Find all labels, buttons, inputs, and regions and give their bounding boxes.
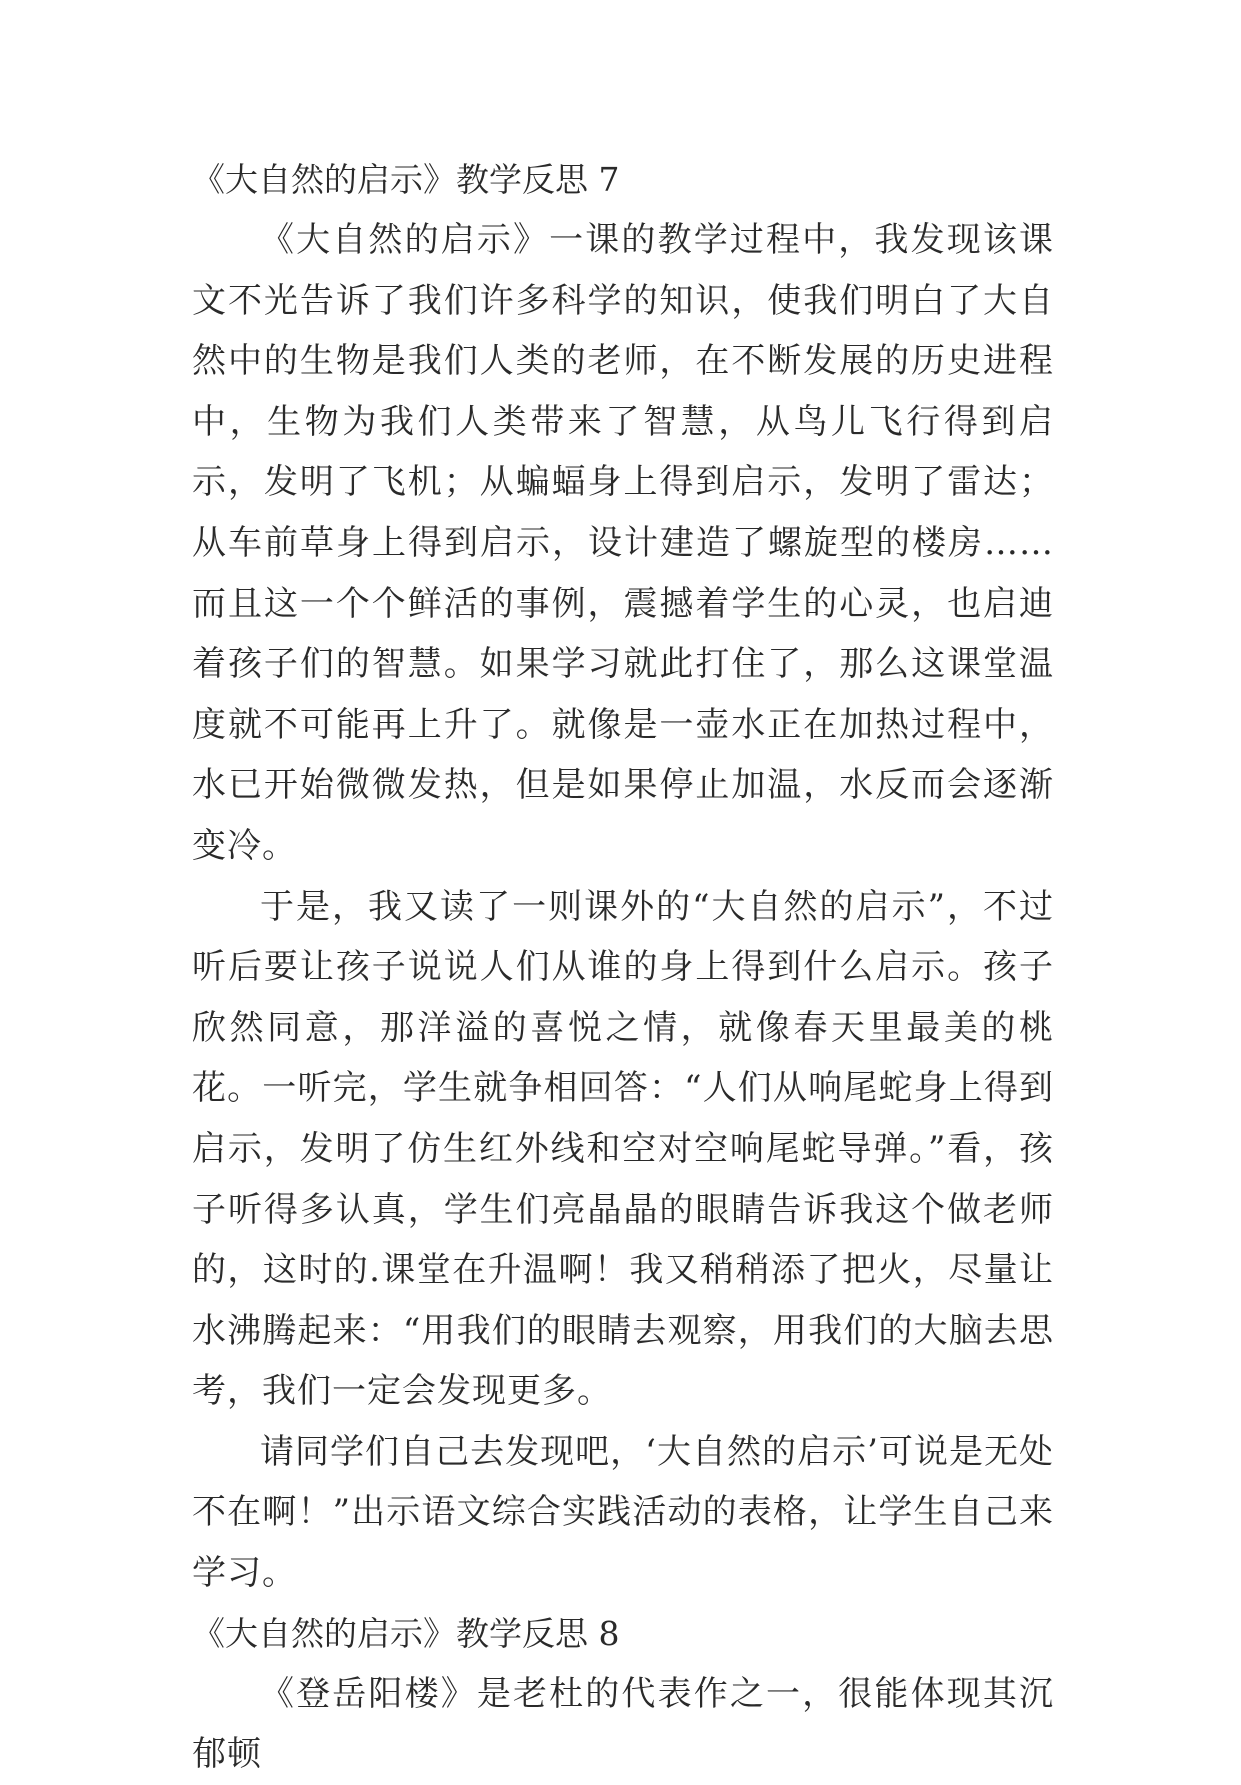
paragraph: 于是，我又读了一则课外的“大自然的启示”，不过听后要让孩子说说人们从谁的身上得到什么启示。孩子欣然同意，那洋溢的喜悦之情，就像春天里最美的桃花。一听完，学生就争相回答：“人们从响尾蛇身上得到启示，发明了仿生红外线和空对空响尾蛇导弹。”看，孩子听得多认真，学生们亮晶晶的眼睛告诉我这个做老师的，这时的.课堂在升温啊！我又稍稍添了把火，尽量让水沸腾起来：“用我们的眼睛去观察，用我们的大脑去思考，我们一定会发现更多。	[192, 886, 1054, 1412]
paragraph: 《登岳阳楼》是老杜的代表作之一，很能体现其沉郁顿	[192, 1673, 1054, 1775]
document-body	[192, 150, 1054, 1785]
section-heading-7: 《大自然的启示》教学反思 7	[192, 160, 620, 199]
section-heading-8: 《大自然的启示》教学反思 8	[192, 1613, 620, 1653]
paragraph: 《大自然的启示》一课的教学过程中，我发现该课文不光告诉了我们许多科学的知识，使我们明白了大自然中的生物是我们人类的老师，在不断发展的历史进程中，生物为我们人类带来了智慧，从鸟儿飞行得到启示，发明了飞机；从蝙蝠身上得到启示，发明了雷达；从车前草身上得到启示，设计建造了螺旋型的楼房……而且这一个个鲜活的事例，震撼着学生的心灵，也启迪着孩子们的智慧。如果学习就此打住了，那么这课堂温度就不可能再上升了。就像是一壶水正在加热过程中，水已开始微微发热，但是如果停止加温，水反而会逐渐变冷。	[192, 220, 1054, 866]
paragraph: 请同学们自己去发现吧，‘大自然的启示’可说是无处不在啊！”出示语文综合实践活动的表格，让学生自己来学习。	[192, 1431, 1054, 1594]
